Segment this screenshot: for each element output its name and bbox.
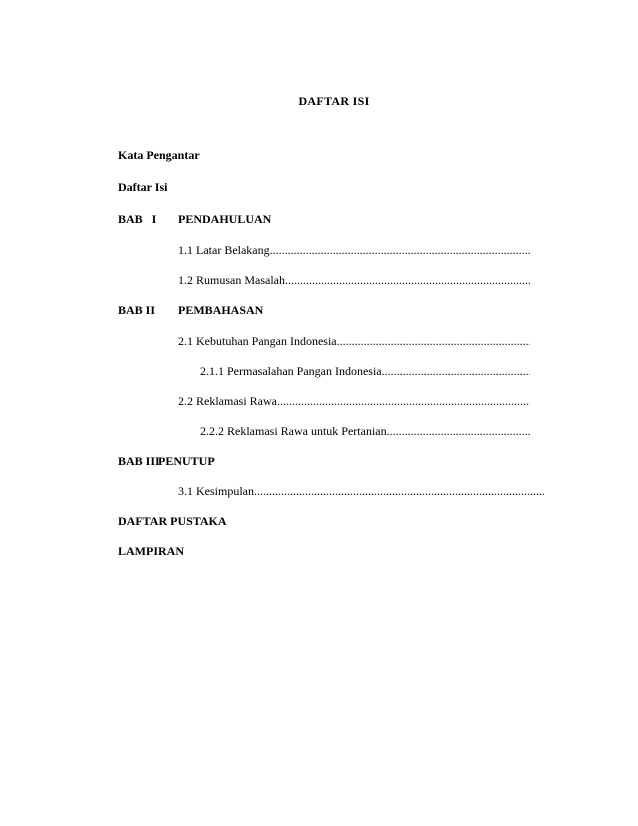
toc-leader-dots [382, 364, 530, 378]
toc-leader-dots [277, 394, 530, 408]
toc-entry-label: 2.2 Reklamasi Rawa [178, 394, 277, 408]
toc-entry-label: 1.2 Rumusan Masalah [178, 273, 285, 287]
toc-entry-label: 1.1 Latar Belakang [178, 243, 270, 257]
bab3-title: PENUTUP [158, 454, 215, 468]
toc-leader-dots [270, 243, 530, 257]
toc-lampiran: LAMPIRAN [118, 544, 184, 558]
bab1-code: BAB I [118, 212, 157, 226]
bab3-code: BAB III [118, 454, 160, 468]
toc-entry-label: 2.1.1 Permasalahan Pangan Indonesia [200, 364, 382, 378]
toc-entry-label: 2.2.2 Reklamasi Rawa untuk Pertanian [200, 424, 387, 438]
toc-daftar-pustaka: DAFTAR PUSTAKA [118, 514, 227, 528]
toc-entry-2-1-1 [200, 364, 530, 378]
toc-title-text: DAFTAR ISI [298, 94, 370, 108]
toc-title [0, 94, 638, 108]
toc-kata-pengantar: Kata Pengantar [118, 148, 200, 162]
toc-leader-dots [285, 273, 530, 287]
bab2-title: PEMBAHASAN [178, 303, 264, 317]
bab2-code: BAB II [118, 303, 156, 317]
toc-entry-2-1 [178, 334, 530, 348]
toc-leader-dots [387, 424, 530, 438]
toc-entry-1-2 [178, 273, 530, 287]
toc-entry-label: 3.1 Kesimpulan [178, 484, 254, 498]
bab1-title: PENDAHULUAN [178, 212, 272, 226]
toc-leader-dots [254, 484, 544, 498]
toc-entry-2-2 [178, 394, 530, 408]
toc-entry-label: 2.1 Kebutuhan Pangan Indonesia [178, 334, 337, 348]
toc-leader-dots [337, 334, 530, 348]
toc-entry-3-1 [178, 484, 544, 498]
toc-entry-1-1 [178, 243, 530, 257]
toc-entry-2-2-2 [200, 424, 530, 438]
toc-daftar-isi: Daftar Isi [118, 180, 168, 194]
